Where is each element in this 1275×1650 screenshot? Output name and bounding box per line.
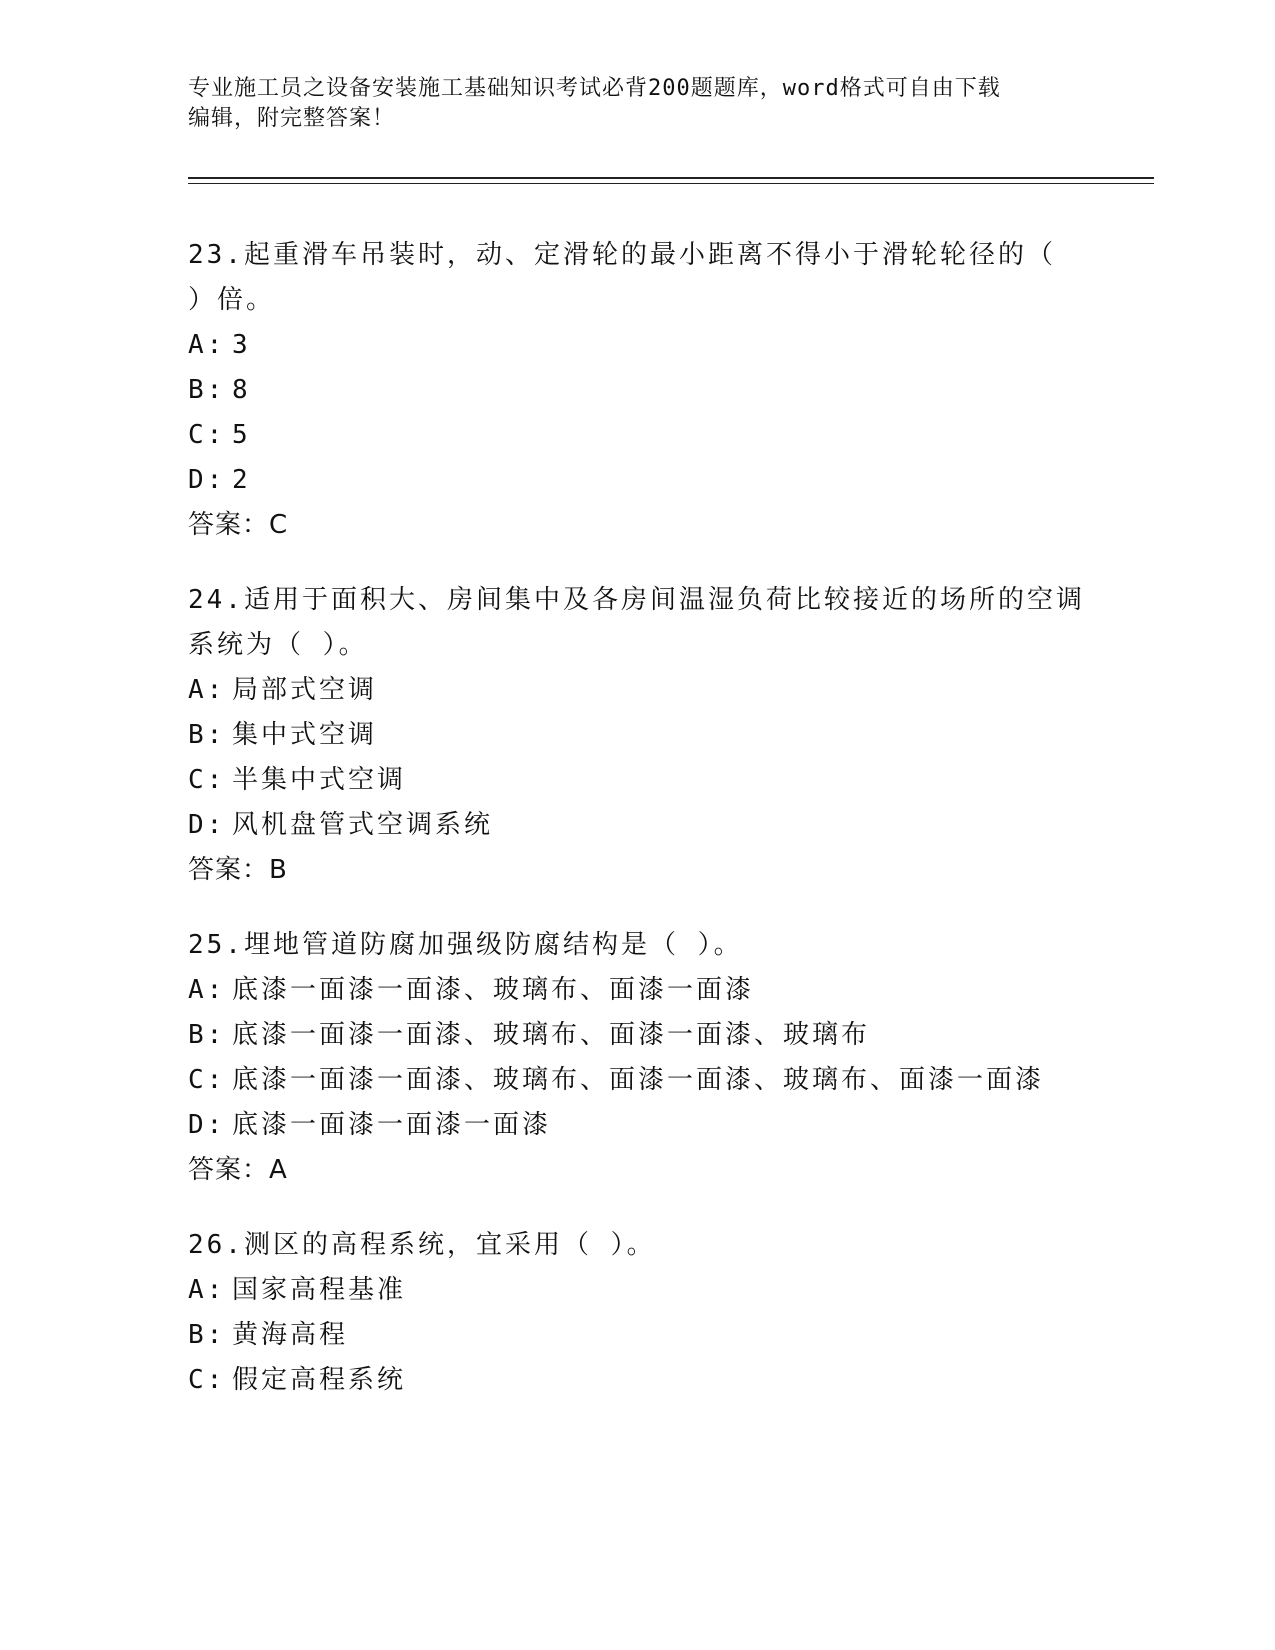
option-text: 风机盘管式空调系统 <box>232 810 494 840</box>
question-stem-line-1: 26.测区的高程系统，宜采用（ ）。 <box>188 1230 656 1260</box>
option-c <box>188 1058 1088 1103</box>
document-header <box>188 74 1088 134</box>
header-divider-thin <box>188 183 1154 184</box>
option-text: 半集中式空调 <box>232 765 407 795</box>
option-key: B: <box>188 1320 226 1350</box>
option-b <box>188 1013 1088 1058</box>
option-text: 底漆一面漆一面漆一面漆 <box>232 1110 552 1140</box>
option-a <box>188 968 1088 1013</box>
option-key: D: <box>188 465 226 495</box>
option-c <box>188 413 1088 458</box>
option-key: A: <box>188 675 226 705</box>
option-c <box>188 1358 1088 1403</box>
option-key: B: <box>188 375 226 405</box>
option-a <box>188 1268 1088 1313</box>
option-key: A: <box>188 1275 226 1305</box>
question-26 <box>188 1223 1088 1403</box>
question-23 <box>188 233 1088 548</box>
option-b <box>188 1313 1088 1358</box>
option-c <box>188 758 1088 803</box>
option-a <box>188 668 1088 713</box>
answer-line: 答案：B <box>188 855 288 885</box>
question-stem-line-2: 系统为（ ）。 <box>188 630 368 660</box>
option-text: 8 <box>232 375 251 405</box>
option-text: 局部式空调 <box>232 675 378 705</box>
header-title-line-2: 编辑，附完整答案！ <box>188 106 396 131</box>
header-divider-thick <box>188 177 1154 179</box>
option-key: C: <box>188 420 226 450</box>
option-d <box>188 458 1088 503</box>
option-key: C: <box>188 1065 226 1095</box>
option-d <box>188 1103 1088 1148</box>
option-key: A: <box>188 330 226 360</box>
option-text: 底漆一面漆一面漆、玻璃布、面漆一面漆、玻璃布、面漆一面漆 <box>232 1065 1045 1095</box>
option-key: D: <box>188 1110 226 1140</box>
option-key: C: <box>188 1365 226 1395</box>
answer-line: 答案：C <box>188 510 289 540</box>
option-b <box>188 368 1088 413</box>
question-24 <box>188 578 1088 893</box>
question-stem-line-1: 23.起重滑车吊装时，动、定滑轮的最小距离不得小于滑轮轮径的（ <box>188 240 1056 270</box>
option-key: D: <box>188 810 226 840</box>
option-text: 2 <box>232 465 251 495</box>
option-b <box>188 713 1088 758</box>
option-key: B: <box>188 720 226 750</box>
answer-line: 答案：A <box>188 1155 288 1185</box>
question-stem-line-1: 25.埋地管道防腐加强级防腐结构是（ ）。 <box>188 930 743 960</box>
option-text: 黄海高程 <box>232 1320 349 1350</box>
option-key: C: <box>188 765 226 795</box>
option-text: 5 <box>232 420 251 450</box>
option-key: A: <box>188 975 226 1005</box>
option-text: 底漆一面漆一面漆、玻璃布、面漆一面漆 <box>232 975 755 1005</box>
question-stem-line-1: 24.适用于面积大、房间集中及各房间温湿负荷比较接近的场所的空调 <box>188 585 1085 615</box>
question-25 <box>188 923 1088 1193</box>
option-text: 集中式空调 <box>232 720 378 750</box>
header-title-line-1: 专业施工员之设备安装施工基础知识考试必背200题题库，word格式可自由下载 <box>188 76 1001 101</box>
option-text: 国家高程基准 <box>232 1275 407 1305</box>
option-text: 3 <box>232 330 251 360</box>
question-stem-line-2: ）倍。 <box>188 285 276 315</box>
option-d <box>188 803 1088 848</box>
option-a <box>188 323 1088 368</box>
option-key: B: <box>188 1020 226 1050</box>
option-text: 假定高程系统 <box>232 1365 407 1395</box>
option-text: 底漆一面漆一面漆、玻璃布、面漆一面漆、玻璃布 <box>232 1020 871 1050</box>
question-list <box>188 233 1088 1433</box>
